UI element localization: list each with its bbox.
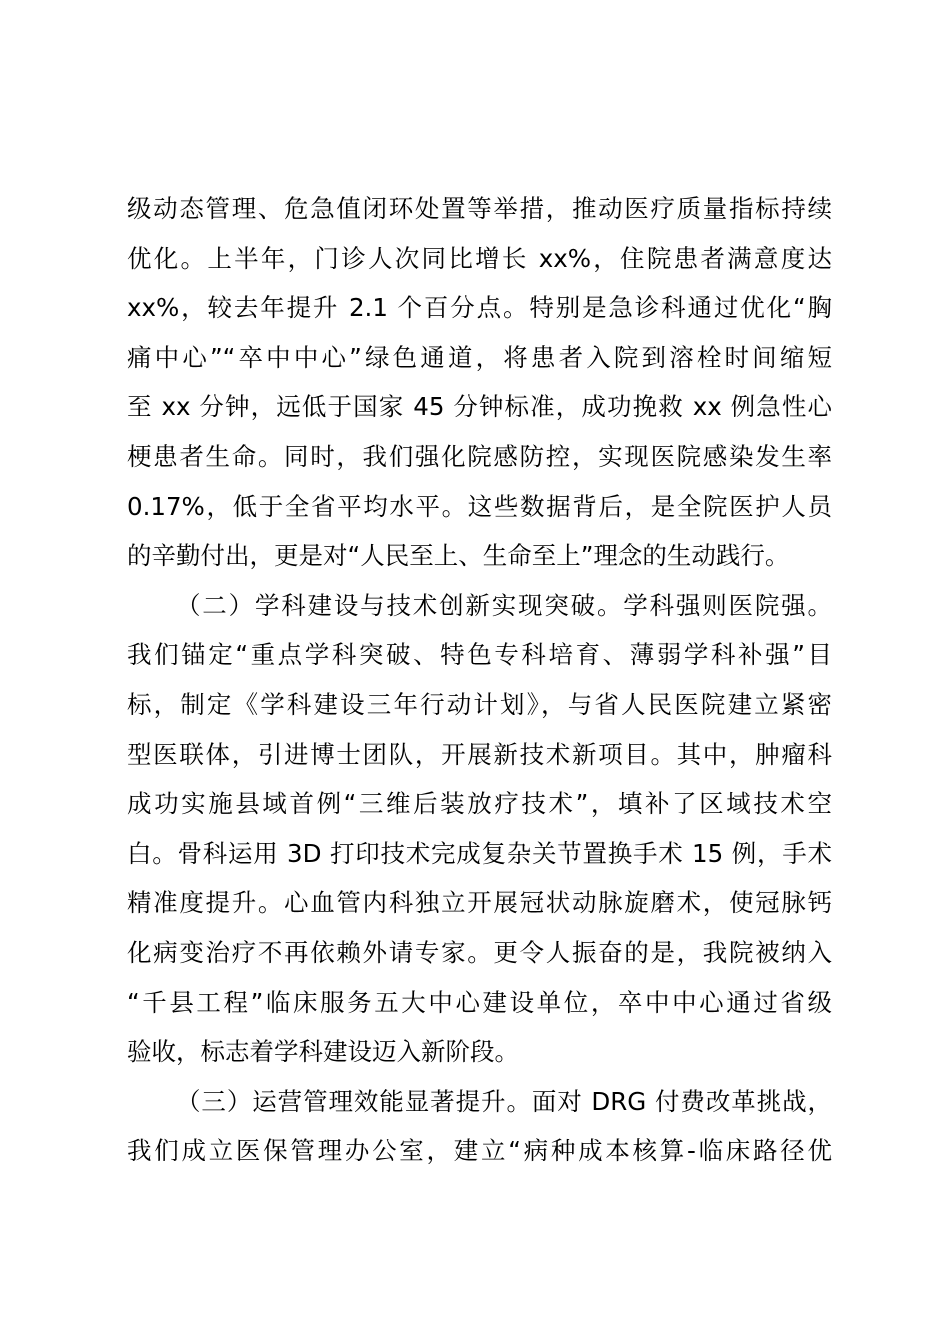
text-line: 0.17%，低于全省平均水平。这些数据背后，是全院医护人员: [127, 491, 832, 521]
text-line: 标，制定《学科建设三年行动计划》，与省人民医院建立紧密: [127, 689, 832, 719]
text-line: 梗患者生命。同时，我们强化院感防控，实现医院感染发生率: [127, 441, 832, 471]
text-line: 我们锚定“重点学科突破、特色专科培育、薄弱学科补强”目: [127, 640, 832, 670]
text-line: 型医联体，引进博士团队，开展新技术新项目。其中，肿瘤科: [127, 739, 832, 769]
section-heading-line: （二）学科建设与技术创新实现突破。学科强则医院强。: [176, 590, 832, 620]
text-line: 白。骨科运用 3D 打印技术完成复杂关节置换手术 15 例，手术: [127, 838, 832, 868]
text-line: 精准度提升。心血管内科独立开展冠状动脉旋磨术，使冠脉钙: [127, 888, 832, 918]
text-line: 优化。上半年，门诊人次同比增长 xx%，住院患者满意度达: [127, 243, 832, 273]
text-line: 成功实施县域首例“三维后装放疗技术”，填补了区域技术空: [127, 789, 832, 819]
text-line: “千县工程”临床服务五大中心建设单位，卒中中心通过省级: [127, 987, 832, 1017]
text-line: 的辛勤付出，更是对“人民至上、生命至上”理念的生动践行。: [127, 541, 790, 571]
text-line: 痛中心”“卒中中心”绿色通道，将患者入院到溶栓时间缩短: [127, 342, 832, 372]
text-line: 化病变治疗不再依赖外请专家。更令人振奋的是，我院被纳入: [127, 937, 832, 967]
text-line: 我们成立医保管理办公室，建立“病种成本核算-临床路径优: [127, 1136, 832, 1166]
text-line: 至 xx 分钟，远低于国家 45 分钟标准，成功挽救 xx 例急性心: [127, 392, 832, 422]
text-line: 级动态管理、危急值闭环处置等举措，推动医疗质量指标持续: [127, 194, 832, 223]
body-text: [127, 184, 832, 1176]
text-line: xx%，较去年提升 2.1 个百分点。特别是急诊科通过优化“胸: [127, 293, 832, 323]
section-heading-line: （三）运营管理效能显著提升。面对 DRG 付费改革挑战，: [176, 1086, 832, 1116]
text-line: 验收，标志着学科建设迈入新阶段。: [127, 1037, 519, 1067]
